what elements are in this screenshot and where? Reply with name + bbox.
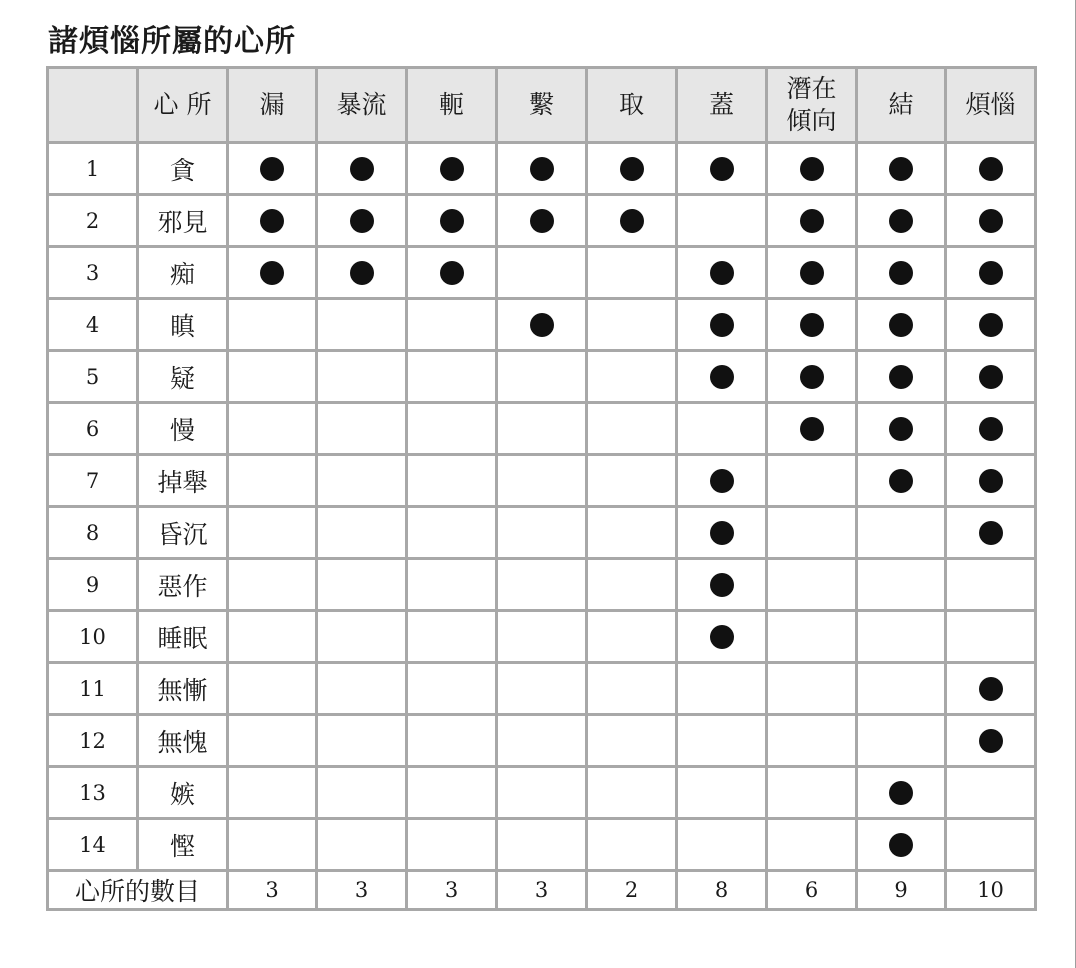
header-blank-cell — [49, 69, 136, 141]
mark-cell — [318, 820, 405, 869]
filled-circle-icon — [800, 417, 824, 441]
mark-cell — [498, 144, 585, 193]
mark-cell — [588, 508, 675, 557]
cetasika-name: 痴 — [139, 248, 226, 297]
mark-cell — [858, 716, 944, 765]
mark-cell — [498, 352, 585, 401]
mark-cell — [318, 664, 405, 713]
mark-cell — [408, 248, 495, 297]
row-number: 3 — [49, 248, 136, 297]
mark-cell — [768, 300, 855, 349]
filled-circle-icon — [889, 417, 913, 441]
filled-circle-icon — [889, 365, 913, 389]
mark-cell — [408, 404, 495, 453]
cetasika-name: 無愧 — [139, 716, 226, 765]
mark-cell — [947, 404, 1034, 453]
filled-circle-icon — [260, 209, 284, 233]
mark-cell — [408, 456, 495, 505]
row-number: 4 — [49, 300, 136, 349]
table-row — [49, 820, 1034, 869]
total-count: 10 — [947, 872, 1034, 908]
mark-cell — [229, 768, 315, 817]
filled-circle-icon — [889, 313, 913, 337]
filled-circle-icon — [979, 677, 1003, 701]
mark-cell — [408, 196, 495, 245]
mark-cell — [229, 300, 315, 349]
mark-cell — [678, 508, 765, 557]
filled-circle-icon — [979, 365, 1003, 389]
row-number: 12 — [49, 716, 136, 765]
header-category: 取 — [588, 69, 675, 141]
table-row — [49, 196, 1034, 245]
totals-label: 心所的數目 — [49, 872, 226, 908]
cetasika-name: 疑 — [139, 352, 226, 401]
mark-cell — [858, 144, 944, 193]
filled-circle-icon — [710, 469, 734, 493]
mark-cell — [678, 664, 765, 713]
filled-circle-icon — [350, 157, 374, 181]
header-category: 軛 — [408, 69, 495, 141]
mark-cell — [498, 560, 585, 609]
mark-cell — [768, 508, 855, 557]
cetasika-name: 睡眠 — [139, 612, 226, 661]
mark-cell — [318, 612, 405, 661]
mark-cell — [588, 248, 675, 297]
filled-circle-icon — [620, 209, 644, 233]
mark-cell — [588, 560, 675, 609]
cetasika-name: 貪 — [139, 144, 226, 193]
row-number: 1 — [49, 144, 136, 193]
total-count: 3 — [318, 872, 405, 908]
total-count: 8 — [678, 872, 765, 908]
cetasika-name: 嫉 — [139, 768, 226, 817]
filled-circle-icon — [260, 261, 284, 285]
filled-circle-icon — [800, 209, 824, 233]
mark-cell — [588, 664, 675, 713]
page-title: 諸煩惱所屬的心所 — [48, 24, 296, 59]
mark-cell — [588, 404, 675, 453]
filled-circle-icon — [350, 261, 374, 285]
mark-cell — [588, 352, 675, 401]
mark-cell — [229, 144, 315, 193]
mark-cell — [588, 716, 675, 765]
header-category: 漏 — [229, 69, 315, 141]
row-number: 14 — [49, 820, 136, 869]
mark-cell — [768, 352, 855, 401]
filled-circle-icon — [710, 261, 734, 285]
total-count: 2 — [588, 872, 675, 908]
mark-cell — [318, 300, 405, 349]
cetasika-name: 掉舉 — [139, 456, 226, 505]
filled-circle-icon — [889, 209, 913, 233]
mark-cell — [947, 352, 1034, 401]
mark-cell — [408, 300, 495, 349]
row-number: 2 — [49, 196, 136, 245]
mark-cell — [229, 248, 315, 297]
table-row — [49, 144, 1034, 193]
table-row — [49, 612, 1034, 661]
filled-circle-icon — [710, 365, 734, 389]
mark-cell — [408, 768, 495, 817]
filled-circle-icon — [800, 261, 824, 285]
mark-cell — [858, 820, 944, 869]
mark-cell — [678, 196, 765, 245]
cetasika-name: 無慚 — [139, 664, 226, 713]
header-cetasika-label: 心 所 — [139, 69, 226, 141]
filled-circle-icon — [979, 157, 1003, 181]
mark-cell — [768, 248, 855, 297]
row-number: 8 — [49, 508, 136, 557]
filled-circle-icon — [889, 157, 913, 181]
filled-circle-icon — [710, 625, 734, 649]
filled-circle-icon — [979, 729, 1003, 753]
mark-cell — [858, 196, 944, 245]
total-count: 9 — [858, 872, 944, 908]
mark-cell — [858, 508, 944, 557]
mark-cell — [678, 300, 765, 349]
mark-cell — [678, 716, 765, 765]
filled-circle-icon — [800, 157, 824, 181]
mark-cell — [318, 196, 405, 245]
mark-cell — [588, 820, 675, 869]
mark-cell — [947, 716, 1034, 765]
table-row — [49, 248, 1034, 297]
total-count: 6 — [768, 872, 855, 908]
filled-circle-icon — [440, 261, 464, 285]
mark-cell — [318, 716, 405, 765]
mark-cell — [588, 456, 675, 505]
header-category: 蓋 — [678, 69, 765, 141]
filled-circle-icon — [710, 313, 734, 337]
filled-circle-icon — [620, 157, 644, 181]
header-category: 繫 — [498, 69, 585, 141]
filled-circle-icon — [979, 313, 1003, 337]
mark-cell — [498, 664, 585, 713]
row-number: 13 — [49, 768, 136, 817]
row-number: 5 — [49, 352, 136, 401]
mark-cell — [947, 196, 1034, 245]
filled-circle-icon — [979, 521, 1003, 545]
total-count: 3 — [408, 872, 495, 908]
table-row — [49, 456, 1034, 505]
mark-cell — [947, 144, 1034, 193]
mark-cell — [858, 560, 944, 609]
mark-cell — [498, 768, 585, 817]
mark-cell — [947, 300, 1034, 349]
mark-cell — [678, 456, 765, 505]
mark-cell — [498, 196, 585, 245]
mark-cell — [768, 560, 855, 609]
row-number: 6 — [49, 404, 136, 453]
mark-cell — [768, 820, 855, 869]
table-body — [49, 144, 1034, 869]
kilesa-table — [46, 66, 1037, 911]
mark-cell — [318, 508, 405, 557]
cetasika-name: 昏沉 — [139, 508, 226, 557]
mark-cell — [408, 716, 495, 765]
mark-cell — [498, 248, 585, 297]
header-category: 煩惱 — [947, 69, 1034, 141]
row-number: 10 — [49, 612, 136, 661]
cetasika-name: 瞋 — [139, 300, 226, 349]
mark-cell — [318, 352, 405, 401]
mark-cell — [678, 404, 765, 453]
filled-circle-icon — [979, 209, 1003, 233]
mark-cell — [588, 612, 675, 661]
table-row — [49, 508, 1034, 557]
table-row — [49, 664, 1034, 713]
mark-cell — [947, 612, 1034, 661]
mark-cell — [318, 456, 405, 505]
mark-cell — [318, 560, 405, 609]
mark-cell — [408, 560, 495, 609]
mark-cell — [229, 352, 315, 401]
total-count: 3 — [229, 872, 315, 908]
mark-cell — [408, 352, 495, 401]
mark-cell — [858, 352, 944, 401]
mark-cell — [678, 144, 765, 193]
mark-cell — [947, 664, 1034, 713]
table-row — [49, 768, 1034, 817]
mark-cell — [858, 300, 944, 349]
filled-circle-icon — [889, 781, 913, 805]
mark-cell — [408, 664, 495, 713]
total-count: 3 — [498, 872, 585, 908]
mark-cell — [678, 768, 765, 817]
mark-cell — [318, 768, 405, 817]
header-row — [49, 69, 1034, 141]
mark-cell — [858, 768, 944, 817]
mark-cell — [588, 144, 675, 193]
filled-circle-icon — [800, 365, 824, 389]
mark-cell — [947, 456, 1034, 505]
filled-circle-icon — [530, 157, 554, 181]
mark-cell — [858, 404, 944, 453]
mark-cell — [768, 196, 855, 245]
mark-cell — [408, 612, 495, 661]
mark-cell — [678, 248, 765, 297]
filled-circle-icon — [979, 469, 1003, 493]
mark-cell — [229, 508, 315, 557]
mark-cell — [858, 248, 944, 297]
cetasika-name: 惡作 — [139, 560, 226, 609]
filled-circle-icon — [979, 261, 1003, 285]
totals-row — [49, 872, 1034, 908]
filled-circle-icon — [979, 417, 1003, 441]
mark-cell — [768, 144, 855, 193]
mark-cell — [588, 768, 675, 817]
cetasika-name: 邪見 — [139, 196, 226, 245]
mark-cell — [229, 404, 315, 453]
mark-cell — [768, 456, 855, 505]
header-category: 結 — [858, 69, 944, 141]
mark-cell — [768, 664, 855, 713]
mark-cell — [408, 508, 495, 557]
mark-cell — [498, 820, 585, 869]
mark-cell — [768, 716, 855, 765]
mark-cell — [229, 716, 315, 765]
mark-cell — [858, 456, 944, 505]
mark-cell — [229, 456, 315, 505]
mark-cell — [678, 612, 765, 661]
mark-cell — [498, 612, 585, 661]
mark-cell — [947, 248, 1034, 297]
mark-cell — [408, 144, 495, 193]
cetasika-name: 慢 — [139, 404, 226, 453]
mark-cell — [588, 300, 675, 349]
mark-cell — [858, 664, 944, 713]
header-category: 潛在傾向 — [768, 69, 855, 141]
row-number: 9 — [49, 560, 136, 609]
mark-cell — [768, 612, 855, 661]
filled-circle-icon — [889, 833, 913, 857]
filled-circle-icon — [710, 521, 734, 545]
filled-circle-icon — [440, 157, 464, 181]
table-row — [49, 560, 1034, 609]
mark-cell — [947, 508, 1034, 557]
mark-cell — [678, 352, 765, 401]
filled-circle-icon — [350, 209, 374, 233]
mark-cell — [229, 196, 315, 245]
mark-cell — [768, 768, 855, 817]
filled-circle-icon — [889, 261, 913, 285]
mark-cell — [498, 300, 585, 349]
mark-cell — [947, 820, 1034, 869]
mark-cell — [588, 196, 675, 245]
mark-cell — [318, 144, 405, 193]
table-row — [49, 300, 1034, 349]
filled-circle-icon — [530, 209, 554, 233]
row-number: 7 — [49, 456, 136, 505]
mark-cell — [947, 560, 1034, 609]
mark-cell — [498, 404, 585, 453]
filled-circle-icon — [710, 573, 734, 597]
mark-cell — [498, 508, 585, 557]
table-row — [49, 404, 1034, 453]
mark-cell — [229, 820, 315, 869]
mark-cell — [768, 404, 855, 453]
mark-cell — [229, 664, 315, 713]
table-row — [49, 716, 1034, 765]
filled-circle-icon — [260, 157, 284, 181]
mark-cell — [408, 820, 495, 869]
filled-circle-icon — [710, 157, 734, 181]
filled-circle-icon — [800, 313, 824, 337]
mark-cell — [498, 716, 585, 765]
row-number: 11 — [49, 664, 136, 713]
filled-circle-icon — [889, 469, 913, 493]
mark-cell — [229, 560, 315, 609]
mark-cell — [678, 560, 765, 609]
mark-cell — [318, 404, 405, 453]
filled-circle-icon — [440, 209, 464, 233]
cetasika-name: 慳 — [139, 820, 226, 869]
mark-cell — [678, 820, 765, 869]
mark-cell — [498, 456, 585, 505]
mark-cell — [229, 612, 315, 661]
header-category: 暴流 — [318, 69, 405, 141]
table-row — [49, 352, 1034, 401]
mark-cell — [318, 248, 405, 297]
mark-cell — [858, 612, 944, 661]
filled-circle-icon — [530, 313, 554, 337]
mark-cell — [947, 768, 1034, 817]
